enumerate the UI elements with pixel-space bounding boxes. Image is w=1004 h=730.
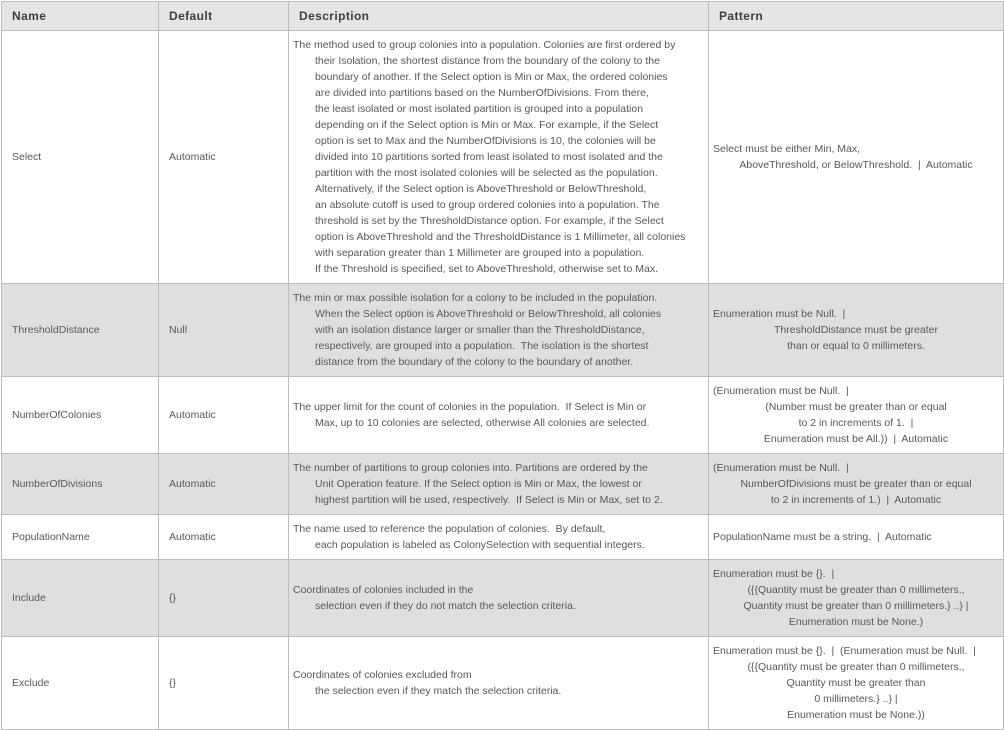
cell-default: {} (159, 637, 289, 730)
table-row (2, 377, 1004, 454)
cell-name: PopulationName (2, 515, 159, 560)
cell-name: Include (2, 560, 159, 637)
cell-description: The upper limit for the count of colonies in the population. If Select is Min or Max, up to 10 colonies are selected, otherwise All colonies are selected. (289, 377, 709, 454)
cell-name: Select (2, 31, 159, 284)
cell-name: ThresholdDistance (2, 284, 159, 377)
table-body (2, 31, 1004, 730)
cell-default: Automatic (159, 31, 289, 284)
cell-description: Coordinates of colonies included in the selection even if they do not match the selection criteria. (289, 560, 709, 637)
table-row (2, 454, 1004, 515)
column-header-description: Description (289, 2, 709, 31)
cell-description: The method used to group colonies into a population. Colonies are first ordered by their Isolation, the shortest distance from the boundary of the colony to the boundary of another. If the Select option is Min or Max, the ordered colonies are divided into partitions based on the NumberOfDivisions. From there, the least isolated or most isolated partition is grouped into a population depending on if the Select option is Min or Max. For example, if the Select option is set to Max and the NumberOfDivisions is 10, the colonies will be divided into 10 partitions sorted from least isolated to most isolated and the partition with the most isolated colonies will be selected as the population. Alternatively, if the Select option is AboveThreshold or BelowThreshold, an absolute cutoff is used to group ordered colonies into a population. The threshold is set by the ThresholdDistance option. For example, if the Select option is AboveThreshold and the ThresholdDistance is 1 Millimeter, all colonies with separation greater than 1 Millimeter are grouped into a population. If the Threshold is specified, set to AboveThreshold, otherwise set to Max. (289, 31, 709, 284)
cell-description: Coordinates of colonies excluded from the selection even if they match the selection criteria. (289, 637, 709, 730)
column-header-name: Name (2, 2, 159, 31)
cell-description: The number of partitions to group colonies into. Partitions are ordered by the Unit Operation feature. If the Select option is Min or Max, the lowest or highest partition will be used, respectively. If Select is Min or Max, set to 2. (289, 454, 709, 515)
cell-pattern: (Enumeration must be Null. | (Number must be greater than or equal to 2 in increments of 1. | Enumeration must be All.)) | Automatic (709, 377, 1004, 454)
table-row (2, 515, 1004, 560)
cell-default: Null (159, 284, 289, 377)
cell-name: Exclude (2, 637, 159, 730)
cell-default: Automatic (159, 454, 289, 515)
cell-default: {} (159, 560, 289, 637)
cell-description: The min or max possible isolation for a colony to be included in the population. When the Select option is AboveThreshold or BelowThreshold, all colonies with an isolation distance larger or smaller than the ThresholdDistance, respectively, are grouped into a population. The isolation is the shortest distance from the boundary of the colony to the boundary of another. (289, 284, 709, 377)
column-header-pattern: Pattern (709, 2, 1004, 31)
parameters-table (1, 1, 1004, 730)
table-row (2, 31, 1004, 284)
cell-pattern: Enumeration must be Null. | ThresholdDistance must be greater than or equal to 0 millimeters. (709, 284, 1004, 377)
header-row (2, 2, 1004, 31)
cell-default: Automatic (159, 377, 289, 454)
cell-name: NumberOfColonies (2, 377, 159, 454)
cell-pattern: Select must be either Min, Max, AboveThreshold, or BelowThreshold. | Automatic (709, 31, 1004, 284)
table-row (2, 284, 1004, 377)
cell-pattern: (Enumeration must be Null. | NumberOfDivisions must be greater than or equal to 2 in increments of 1.) | Automatic (709, 454, 1004, 515)
cell-pattern: Enumeration must be {}. | (Enumeration must be Null. | ({{Quantity must be greater than 0 millimeters., Quantity must be greater than 0 millimeters.} ..} | Enumeration must be None.)) (709, 637, 1004, 730)
cell-default: Automatic (159, 515, 289, 560)
cell-pattern: PopulationName must be a string. | Automatic (709, 515, 1004, 560)
column-header-default: Default (159, 2, 289, 31)
table-row (2, 637, 1004, 730)
table-row (2, 560, 1004, 637)
cell-name: NumberOfDivisions (2, 454, 159, 515)
cell-description: The name used to reference the population of colonies. By default, each population is labeled as ColonySelection with sequential integers. (289, 515, 709, 560)
cell-pattern: Enumeration must be {}. | ({{Quantity must be greater than 0 millimeters., Quantity must be greater than 0 millimeters.} ..} | Enumeration must be None.) (709, 560, 1004, 637)
table-header (2, 2, 1004, 31)
